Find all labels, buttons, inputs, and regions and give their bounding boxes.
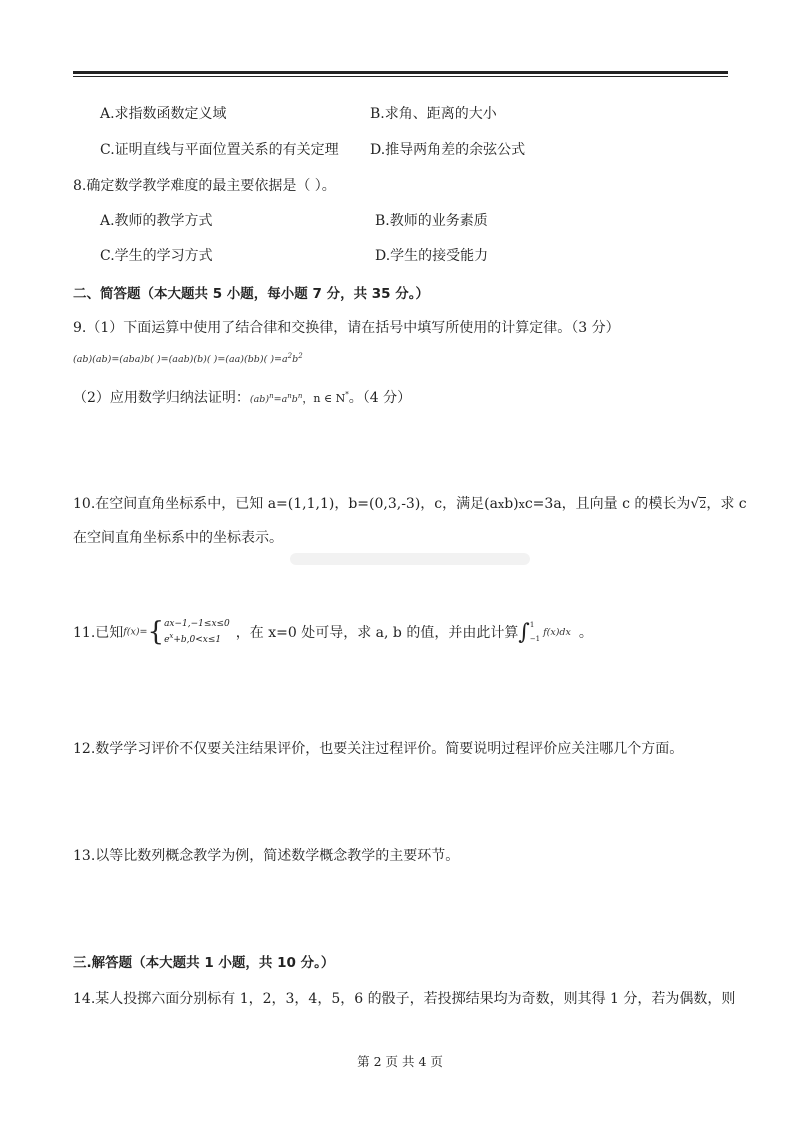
q8-option-d: D.学生的接受能力 [375, 248, 489, 264]
q8-option-b: B.教师的业务素质 [375, 213, 488, 229]
q7-option-a: A.求指数函数定义域 [100, 106, 227, 122]
q10-line2: 在空间直角坐标系中的坐标表示。 [73, 530, 283, 546]
q10-line1: 10.在空间直角坐标系中，已知 a=(1,1,1)，b=(0,3,-3)，c，满足(axb)xc=3a，且向量 c 的模长为√2，求 c [73, 496, 747, 512]
q9-part1: 9.（1）下面运算中使用了结合律和交换律，请在括号中填写所使用的计算定律。（3 分） [73, 320, 620, 336]
left-brace: { [147, 617, 165, 647]
q9-part2: （2）应用数学归纳法证明：$(ab)^n=a^nb^n$，n ∈ N*。（4 分） [73, 390, 412, 406]
section-3-title: 三.解答题（本大题共 1 小题，共 10 分。） [73, 955, 335, 971]
section-2-title: 二、简答题（本大题共 5 小题，每小题 7 分，共 35 分。） [73, 286, 430, 302]
q12-text: 12.数学学习评价不仅要关注结果评价，也要关注过程评价。简要说明过程评价应关注哪几个方面。 [73, 741, 684, 757]
q11: 11.已知f(x)={ax−1,−1≤x≤0 $e^x+b,0<x\le 1$ ，在 x=0 处可导，求 a, b 的值，并由此计算∫1 −1f(x)dx 。 [73, 617, 593, 647]
header-rule-thin [73, 76, 728, 77]
header-rule-thick [73, 71, 728, 74]
q7-option-b: B.求角、距离的大小 [370, 106, 497, 122]
integral-sign: ∫ [518, 619, 530, 645]
piecewise-cases: ax−1,−1≤x≤0 $e^x+b,0<x\le 1$ [164, 619, 230, 645]
q13-text: 13.以等比数列概念教学为例，简述数学概念教学的主要环节。 [73, 848, 460, 864]
q7-option-d: D.推导两角差的余弦公式 [370, 142, 526, 158]
q8-option-c: C.学生的学习方式 [100, 248, 213, 264]
sqrt-two: √2 [690, 496, 707, 512]
q8-option-a: A.教师的教学方式 [100, 213, 213, 229]
q7-option-c: C.证明直线与平面位置关系的有关定理 [100, 142, 339, 158]
q8-stem: 8.确定数学教学难度的最主要依据是（ ）。 [73, 178, 336, 194]
q9-formula: (ab)(ab)=(aba)b( )=(aab)(b)( )=(aa)(bb)( )$=a^2b^2$ [73, 352, 303, 366]
faint-watermark [290, 553, 530, 565]
page-number: 第 2 页 共 4 页 [357, 1054, 443, 1069]
q14-text: 14.某人投掷六面分别标有 1，2，3，4，5，6 的骰子，若投掷结果均为奇数，则其得 1 分，若为偶数，则 [73, 991, 736, 1007]
